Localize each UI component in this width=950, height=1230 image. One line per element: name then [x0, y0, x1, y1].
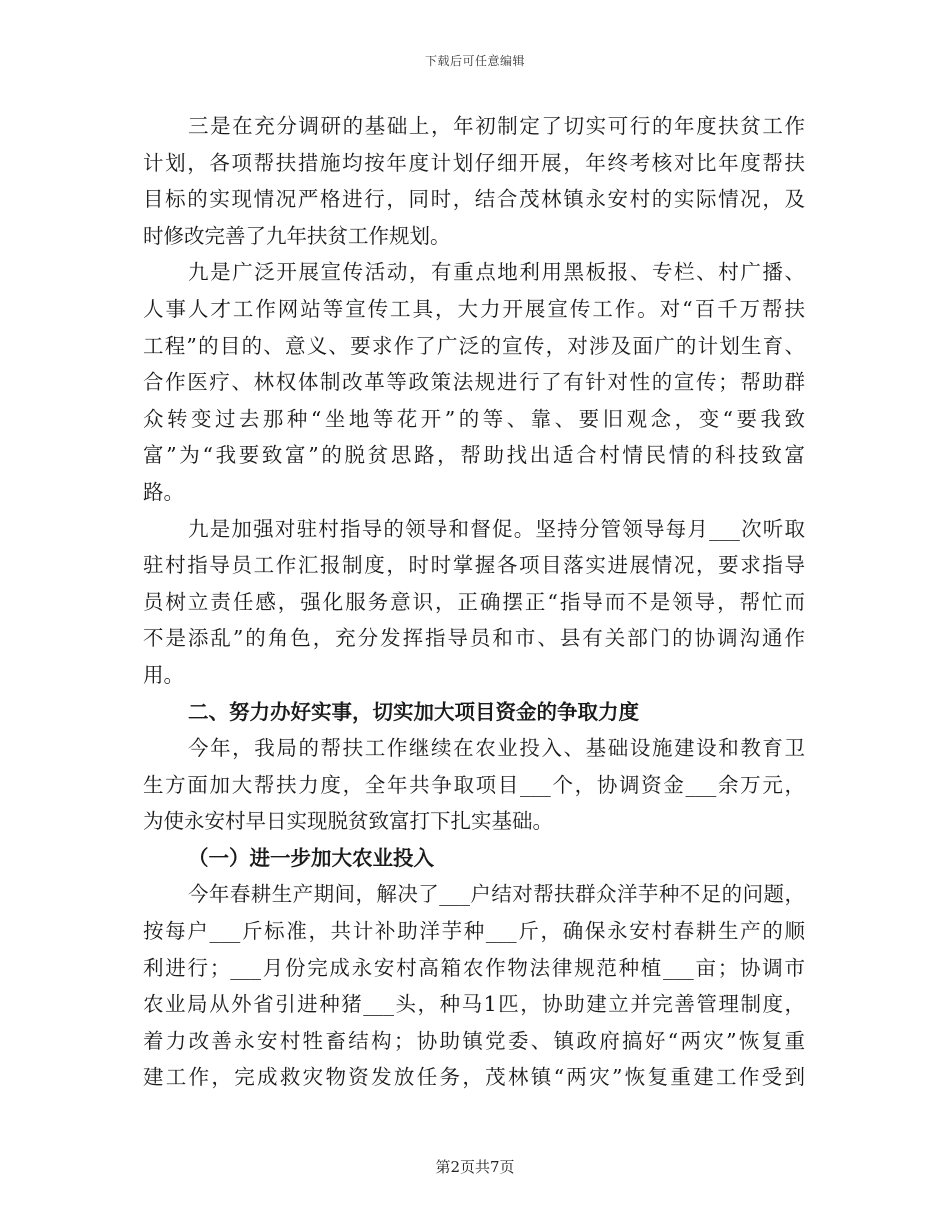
paragraph-line: 人事人才工作网站等宣传工具，大力开展宣传工作。对“百千万帮扶 — [143, 296, 805, 321]
paragraph-line: 今年春耕生产期间，解决了___户结对帮扶群众洋芋种不足的问题， — [188, 882, 805, 907]
paragraph-line: 路。 — [143, 479, 184, 504]
paragraph-line: 众转变过去那种“坐地等花开”的等、靠、要旧观念，变“要我致 — [143, 406, 805, 431]
paragraph-line: 时修改完善了九年扶贫工作规划。 — [143, 223, 451, 248]
paragraph-line: 工程”的目的、意义、要求作了广泛的宣传，对涉及面广的计划生育、 — [143, 333, 805, 358]
section-heading: 二、努力办好实事，切实加大项目资金的争取力度 — [188, 699, 639, 724]
subsection-heading: （一）进一步加大农业投入 — [188, 845, 434, 870]
paragraph-line: 农业局从外省引进种猪___头，种马1匹，协助建立并完善管理制度， — [143, 992, 805, 1017]
paragraph-line: 利进行；___月份完成永安村高箱农作物法律规范种植___亩；协调市 — [143, 955, 805, 980]
paragraph-line: 今年，我局的帮扶工作继续在农业投入、基础设施建设和教育卫 — [188, 736, 805, 761]
paragraph-line: 按每户___斤标准，共计补助洋芋种___斤，确保永安村春耕生产的顺 — [143, 919, 805, 944]
paragraph-line: 建工作，完成救灾物资发放任务，茂林镇“两灾”恢复重建工作受到 — [143, 1065, 805, 1090]
paragraph-line: 九是加强对驻村指导的领导和督促。坚持分管领导每月___次听取 — [188, 516, 805, 541]
paragraph-line: 员树立责任感，强化服务意识，正确摆正“指导而不是领导，帮忙而 — [143, 589, 805, 614]
paragraph-line: 为使永安村早日实现脱贫致富打下扎实基础。 — [143, 809, 553, 834]
paragraph-line: 目标的实现情况严格进行，同时，结合茂林镇永安村的实际情况，及 — [143, 187, 805, 212]
paragraph-line: 九是广泛开展宣传活动，有重点地利用黑板报、专栏、村广播、 — [188, 260, 805, 285]
paragraph-line: 计划，各项帮扶措施均按年度计划仔细开展，年终考核对比年度帮扶 — [143, 150, 805, 175]
paragraph-line: 合作医疗、林权体制改革等政策法规进行了有针对性的宣传；帮助群 — [143, 370, 805, 395]
paragraph-line: 着力改善永安村牲畜结构；协助镇党委、镇政府搞好“两灾”恢复重 — [143, 1028, 805, 1053]
page-header: 下载后可任意编辑 — [424, 54, 525, 68]
paragraph-line: 三是在充分调研的基础上，年初制定了切实可行的年度扶贫工作 — [188, 114, 805, 138]
paragraph-line: 不是添乱”的角色，充分发挥指导员和市、县有关部门的协调沟通作 — [143, 626, 805, 651]
paragraph-line: 富”为“我要致富”的脱贫思路，帮助找出适合村情民情的科技致富 — [143, 443, 805, 468]
page-footer: 第2页共7页 — [435, 1158, 515, 1176]
paragraph-line: 用。 — [143, 662, 184, 687]
paragraph-line: 驻村指导员工作汇报制度，时时掌握各项目落实进展情况，要求指导 — [143, 553, 805, 578]
paragraph-line: 生方面加大帮扶力度，全年共争取项目___个，协调资金___余万元， — [143, 772, 805, 797]
document-body — [143, 108, 805, 1096]
